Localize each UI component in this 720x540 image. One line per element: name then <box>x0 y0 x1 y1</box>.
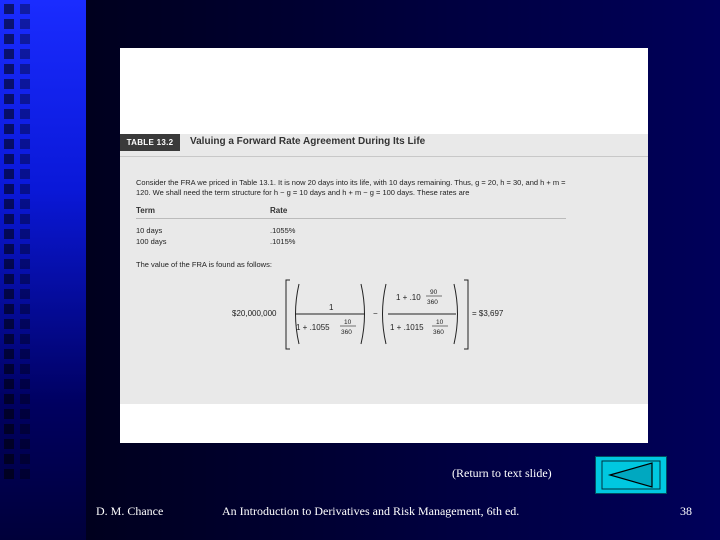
sidebar-square <box>20 259 30 269</box>
sidebar-square <box>20 154 30 164</box>
sidebar-square <box>20 214 30 224</box>
sidebar-square <box>20 169 30 179</box>
sidebar-square <box>4 289 14 299</box>
sidebar-square <box>20 364 30 374</box>
sidebar-square <box>20 79 30 89</box>
sidebar-square <box>4 229 14 239</box>
sidebar-square <box>20 439 30 449</box>
sidebar-square <box>4 424 14 434</box>
sidebar-square <box>4 364 14 374</box>
row-term: 100 days <box>136 237 167 246</box>
numerator-1: 1 <box>329 303 334 312</box>
sidebar-square <box>20 334 30 344</box>
sidebar-square <box>20 199 30 209</box>
denominator-1: 1 + .1055 <box>296 323 330 332</box>
frac-num-10-b: 10 <box>436 319 444 326</box>
sidebar-square <box>4 409 14 419</box>
figure-panel <box>120 48 648 443</box>
sidebar-square <box>20 304 30 314</box>
sidebar-square <box>4 124 14 134</box>
sidebar-square <box>4 304 14 314</box>
row-term: 10 days <box>136 226 163 235</box>
frac-den-360-a: 360 <box>341 329 352 336</box>
formula-result: = $3,697 <box>472 309 504 318</box>
footer-author: D. M. Chance <box>96 504 164 518</box>
col-rate-header: Rate <box>270 206 288 215</box>
sidebar-square <box>20 274 30 284</box>
sidebar-square <box>20 4 30 14</box>
footer-book-title: An Introduction to Derivatives and Risk Management, 6th ed. <box>222 504 520 518</box>
outer-bracket-left <box>286 280 290 349</box>
sidebar-square <box>4 334 14 344</box>
sidebar-square <box>20 94 30 104</box>
sidebar-square <box>20 394 30 404</box>
sidebar-square <box>4 94 14 104</box>
numerator-2: 1 + .10 <box>396 293 421 302</box>
sidebar-square <box>4 319 14 329</box>
sidebar-square <box>20 229 30 239</box>
denominator-2: 1 + .1015 <box>390 323 424 332</box>
left-triangle-icon <box>596 457 666 493</box>
sidebar-square <box>20 289 30 299</box>
sidebar-square <box>20 244 30 254</box>
sidebar-square <box>20 409 30 419</box>
sidebar-square <box>20 34 30 44</box>
row-rate: .1015% <box>270 237 296 246</box>
sidebar-square <box>4 274 14 284</box>
sidebar-square <box>4 49 14 59</box>
table-tag: TABLE 13.2 <box>120 134 180 151</box>
sidebar-square <box>4 19 14 29</box>
sidebar-square <box>4 169 14 179</box>
sidebar-square <box>20 64 30 74</box>
sidebar-square <box>20 109 30 119</box>
slide-sidebar <box>0 0 86 540</box>
sidebar-square <box>20 19 30 29</box>
outer-bracket-right <box>464 280 468 349</box>
sidebar-square <box>20 319 30 329</box>
frac-num-90: 90 <box>430 289 438 296</box>
table-13-2 <box>120 134 648 404</box>
sidebar-square <box>20 454 30 464</box>
sidebar-square <box>4 244 14 254</box>
sidebar-square <box>4 64 14 74</box>
sidebar-square <box>4 199 14 209</box>
sidebar-square <box>4 259 14 269</box>
sidebar-square <box>20 349 30 359</box>
frac-num-10-a: 10 <box>344 319 352 326</box>
sidebar-square <box>4 139 14 149</box>
sidebar-square <box>4 109 14 119</box>
return-button[interactable] <box>595 456 667 494</box>
sidebar-squares <box>4 4 18 504</box>
row-rate: .1055% <box>270 226 296 235</box>
sidebar-square <box>4 214 14 224</box>
table-paragraph: Consider the FRA we priced in Table 13.1. It is now 20 days into its life, with 10 days remaining. Thus, g = 20, h = 30, and h + m = 120. We shall need the term structure for h − g = 10 days and h + m − g = 100 days. These rates are <box>136 178 566 197</box>
sidebar-square <box>20 469 30 479</box>
sidebar-square <box>20 124 30 134</box>
sidebar-square <box>4 379 14 389</box>
sidebar-square <box>4 469 14 479</box>
minus-sign: − <box>373 309 378 318</box>
return-to-text-link[interactable]: (Return to text slide) <box>452 466 552 480</box>
sidebar-square <box>4 4 14 14</box>
col-term-header: Term <box>136 206 155 215</box>
sidebar-squares-inner <box>20 4 34 504</box>
fra-value-formula <box>120 134 648 404</box>
table-note: The value of the FRA is found as follows: <box>136 260 272 269</box>
slide-number: 38 <box>680 504 692 518</box>
sidebar-square <box>4 154 14 164</box>
paren-left-2 <box>383 284 387 344</box>
sidebar-square <box>4 34 14 44</box>
sidebar-square <box>4 184 14 194</box>
sidebar-square <box>20 424 30 434</box>
sidebar-square <box>20 379 30 389</box>
table-title: Valuing a Forward Rate Agreement During Its Life <box>190 136 426 147</box>
sidebar-square <box>4 439 14 449</box>
sidebar-square <box>4 394 14 404</box>
sidebar-square <box>20 49 30 59</box>
frac-den-360-b: 360 <box>427 299 438 306</box>
notional-value: $20,000,000 <box>232 309 277 318</box>
sidebar-square <box>4 454 14 464</box>
sidebar-square <box>20 184 30 194</box>
sidebar-square <box>20 139 30 149</box>
frac-den-360-c: 360 <box>433 329 444 336</box>
sidebar-square <box>4 79 14 89</box>
sidebar-square <box>4 349 14 359</box>
